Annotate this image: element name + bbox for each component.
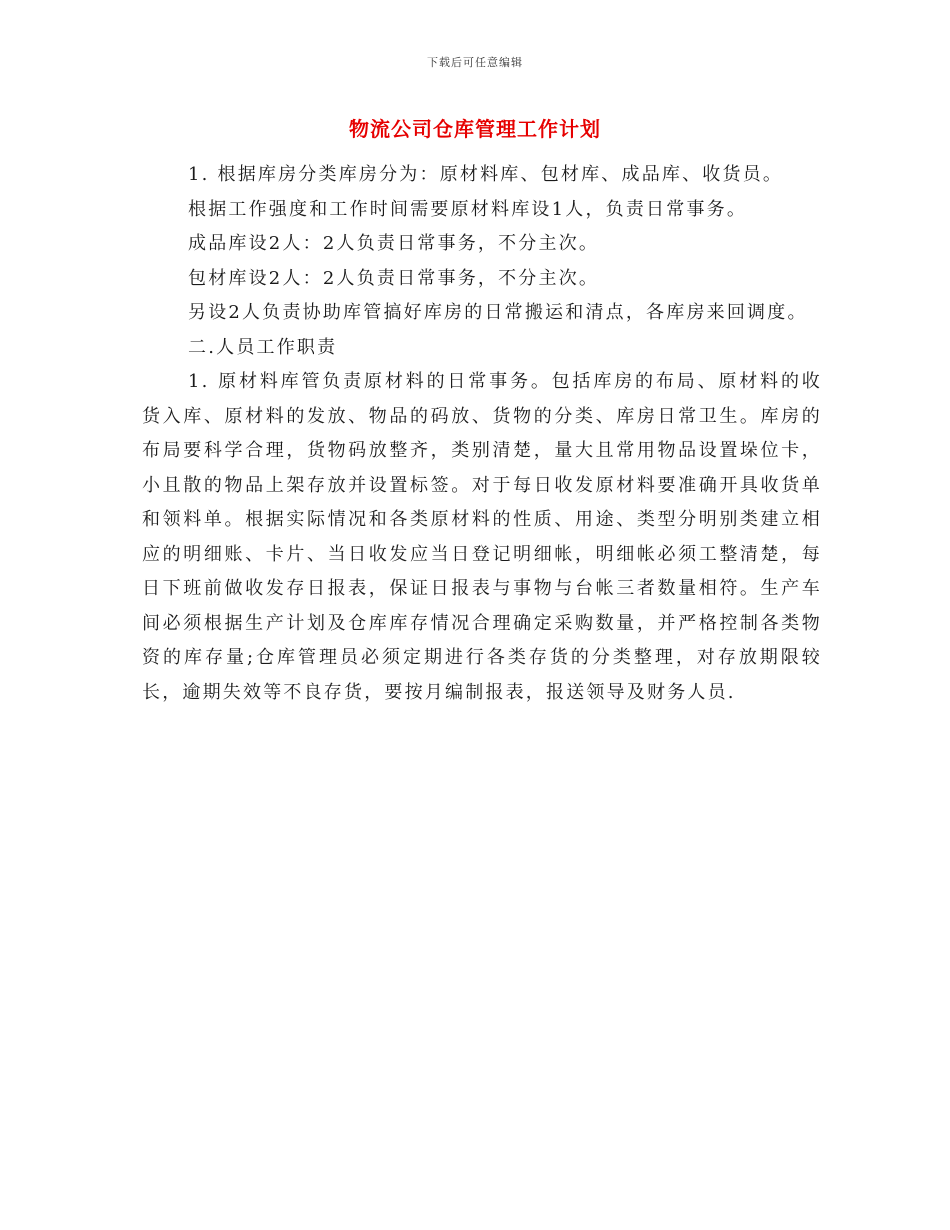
document-title: 物流公司仓库管理工作计划	[349, 117, 601, 141]
section-heading: 二.人员工作职责	[188, 336, 338, 358]
paragraph: 1. 原材料库管负责原材料的日常事务。包括库房的布局、原材料的收货入库、原材料的发放、物品的码放、货物的分类、库房日常卫生。库房的布局要科学合理，货物码放整齐，类别清楚，量大且常用物品设置垛位卡，小且散的物品上架存放并设置标签。对于每日收发原材料要准确开具收货单和领料单。根据实际情况和各类原材料的性质、用途、类型分明别类建立相应的明细账、卡片、当日收发应当日登记明细帐，明细帐必须工整清楚，每日下班前做收发存日报表，保证日报表与事物与台帐三者数量相符。生产车间必须根据生产计划及仓库库存情况合理确定采购数量，并严格控制各类物资的库存量;仓库管理员必须定期进行各类存货的分类整理，对存放期限较长，逾期失效等不良存货，要按月编制报表，报送领导及财务人员.	[142, 371, 822, 703]
paragraph: 包材库设2人：2人负责日常事务，不分主次。	[188, 267, 600, 289]
paragraph: 成品库设2人：2人负责日常事务，不分主次。	[188, 233, 600, 254]
paragraph: 根据工作强度和工作时间需要原材料库设1人，负责日常事务。	[188, 198, 748, 220]
document-body	[142, 158, 822, 710]
header-note: 下载后可任意编辑	[427, 56, 523, 69]
paragraph: 另设2人负责协助库管搞好库房的日常搬运和清点，各库房来回调度。	[188, 302, 808, 323]
paragraph: 1. 根据库房分类库房分为：原材料库、包材库、成品库、收货员。	[188, 164, 784, 185]
